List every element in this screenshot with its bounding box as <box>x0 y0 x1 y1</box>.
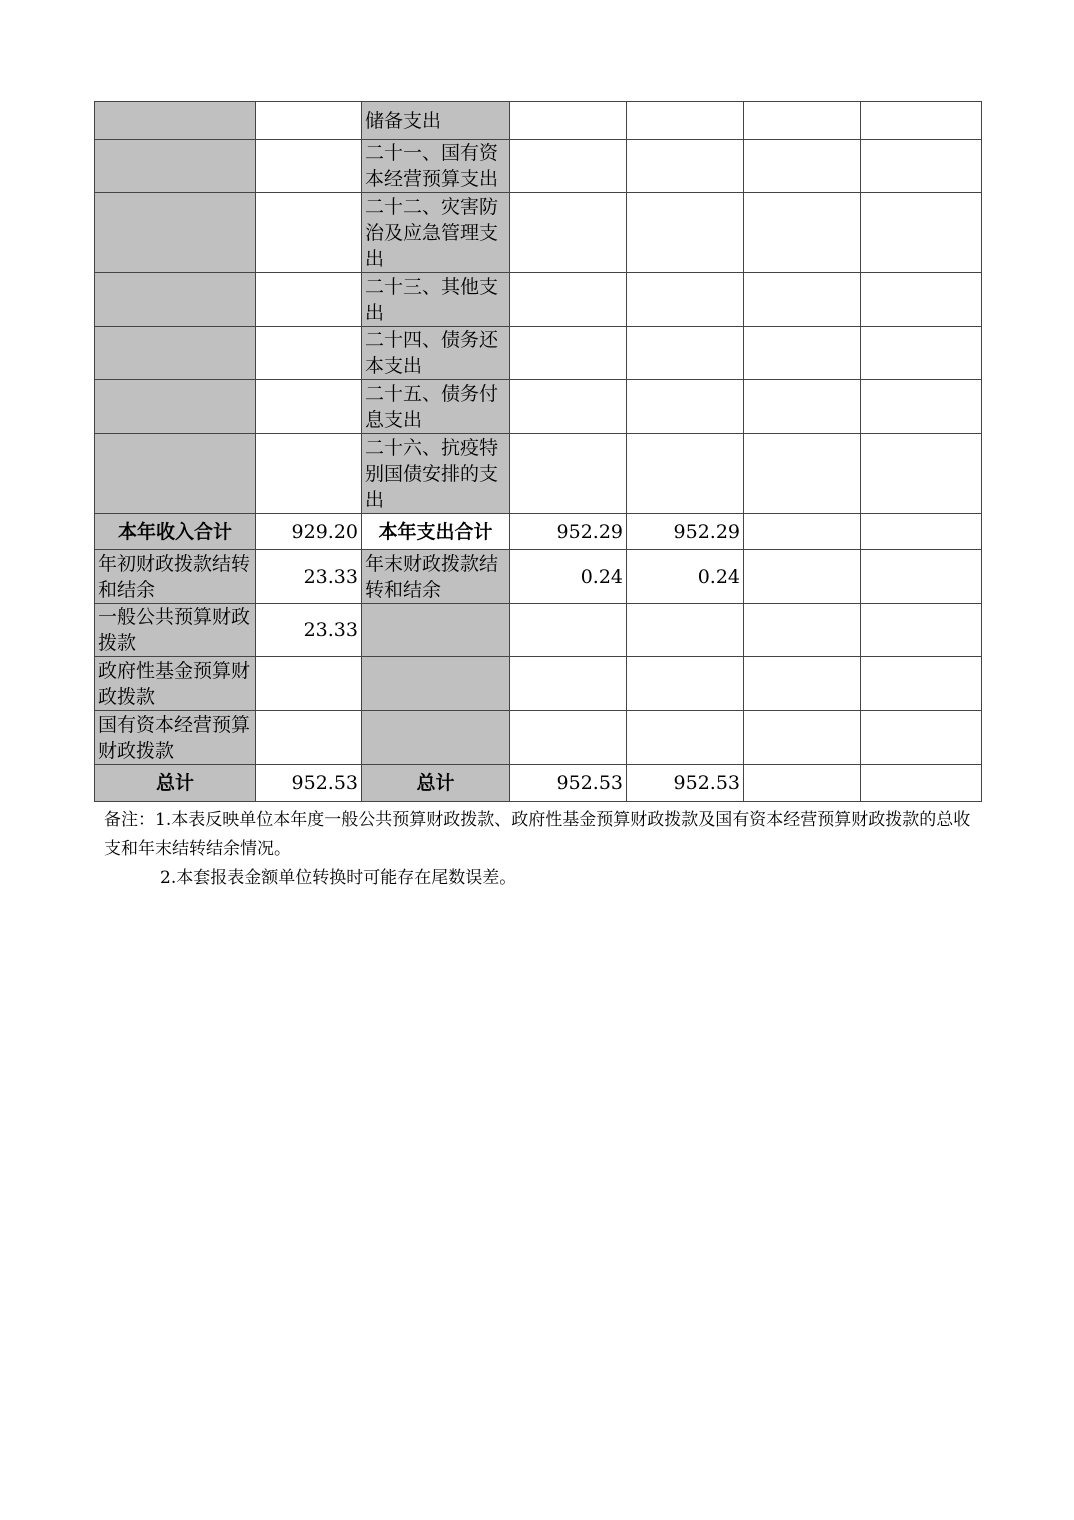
table-cell: 政府性基金预算财政拨款 <box>95 657 256 711</box>
note-line-1: 备注：1.本表反映单位本年度一般公共预算财政拨款、政府性基金预算财政拨款及国有资本经营预算财政拨款的总收支和年末结转结余情况。 <box>104 810 971 859</box>
budget-table-body <box>95 102 982 802</box>
table-cell <box>362 604 510 657</box>
table-row <box>95 434 982 514</box>
table-cell <box>510 102 627 140</box>
table-cell <box>510 140 627 193</box>
table-row <box>95 550 982 604</box>
table-cell <box>627 604 744 657</box>
table-cell <box>861 140 982 193</box>
table-cell <box>256 140 362 193</box>
table-cell: 二十五、债务付息支出 <box>362 380 510 434</box>
table-cell <box>744 102 861 140</box>
table-row <box>95 711 982 765</box>
table-cell: 二十一、国有资本经营预算支出 <box>362 140 510 193</box>
table-cell <box>744 657 861 711</box>
table-row <box>95 657 982 711</box>
table-cell: 0.24 <box>510 550 627 604</box>
table-cell <box>744 327 861 380</box>
table-row <box>95 604 982 657</box>
table-row <box>95 193 982 273</box>
table-cell <box>744 765 861 802</box>
table-cell <box>744 550 861 604</box>
table-cell <box>744 604 861 657</box>
table-cell <box>256 380 362 434</box>
table-cell <box>510 327 627 380</box>
table-row <box>95 514 982 550</box>
table-cell: 952.53 <box>256 765 362 802</box>
table-row <box>95 273 982 327</box>
table-cell <box>861 380 982 434</box>
table-cell <box>510 193 627 273</box>
table-cell: 0.24 <box>627 550 744 604</box>
notes <box>104 806 976 893</box>
table-cell: 总计 <box>362 765 510 802</box>
table-cell <box>510 434 627 514</box>
table-row <box>95 140 982 193</box>
table-cell: 二十六、抗疫特别国债安排的支出 <box>362 434 510 514</box>
table-cell <box>627 102 744 140</box>
table-cell <box>95 273 256 327</box>
table-cell <box>510 604 627 657</box>
table-cell <box>510 273 627 327</box>
table-cell: 储备支出 <box>362 102 510 140</box>
table-cell <box>861 711 982 765</box>
table-cell: 952.29 <box>627 514 744 550</box>
table-cell <box>95 380 256 434</box>
table-cell <box>744 193 861 273</box>
table-cell <box>627 380 744 434</box>
table-row <box>95 102 982 140</box>
table-row <box>95 380 982 434</box>
table-cell <box>861 434 982 514</box>
table-cell: 23.33 <box>256 550 362 604</box>
table-cell <box>744 140 861 193</box>
table-cell <box>627 657 744 711</box>
table-cell: 952.53 <box>510 765 627 802</box>
table-cell <box>744 514 861 550</box>
budget-table <box>94 101 982 802</box>
table-cell <box>861 765 982 802</box>
table-cell <box>510 657 627 711</box>
table-cell <box>510 380 627 434</box>
table-cell <box>362 657 510 711</box>
table-cell <box>627 193 744 273</box>
table-cell <box>861 657 982 711</box>
table-cell: 年末财政拨款结转和结余 <box>362 550 510 604</box>
table-cell <box>861 273 982 327</box>
table-cell <box>256 327 362 380</box>
table-cell: 二十三、其他支出 <box>362 273 510 327</box>
table-cell <box>627 273 744 327</box>
table-cell <box>627 434 744 514</box>
table-cell: 一般公共预算财政拨款 <box>95 604 256 657</box>
table-cell <box>256 273 362 327</box>
table-cell <box>95 140 256 193</box>
table-cell <box>744 434 861 514</box>
table-cell <box>627 327 744 380</box>
table-cell: 本年收入合计 <box>95 514 256 550</box>
table-cell <box>627 140 744 193</box>
table-cell <box>861 550 982 604</box>
table-cell: 二十四、债务还本支出 <box>362 327 510 380</box>
table-cell <box>861 604 982 657</box>
table-cell <box>95 102 256 140</box>
table-cell <box>95 193 256 273</box>
table-cell <box>861 102 982 140</box>
table-row <box>95 327 982 380</box>
table-cell <box>256 711 362 765</box>
table-cell <box>861 193 982 273</box>
table-cell <box>744 273 861 327</box>
table-cell <box>95 327 256 380</box>
table-cell <box>256 102 362 140</box>
table-cell <box>510 711 627 765</box>
table-cell: 929.20 <box>256 514 362 550</box>
table-cell: 952.53 <box>627 765 744 802</box>
table-cell: 总计 <box>95 765 256 802</box>
table-cell <box>861 514 982 550</box>
table-cell <box>256 434 362 514</box>
note-line-2: 2.本套报表金额单位转换时可能存在尾数误差。 <box>160 868 517 888</box>
table-cell: 国有资本经营预算财政拨款 <box>95 711 256 765</box>
table-cell: 本年支出合计 <box>362 514 510 550</box>
table-cell <box>744 711 861 765</box>
table-cell: 952.29 <box>510 514 627 550</box>
table-cell <box>744 380 861 434</box>
table-cell: 23.33 <box>256 604 362 657</box>
table-cell <box>627 711 744 765</box>
table-cell <box>256 193 362 273</box>
table-cell <box>861 327 982 380</box>
table-cell <box>95 434 256 514</box>
table-cell <box>256 657 362 711</box>
table-cell: 二十二、灾害防治及应急管理支出 <box>362 193 510 273</box>
table-cell: 年初财政拨款结转和结余 <box>95 550 256 604</box>
table-row <box>95 765 982 802</box>
table-cell <box>362 711 510 765</box>
